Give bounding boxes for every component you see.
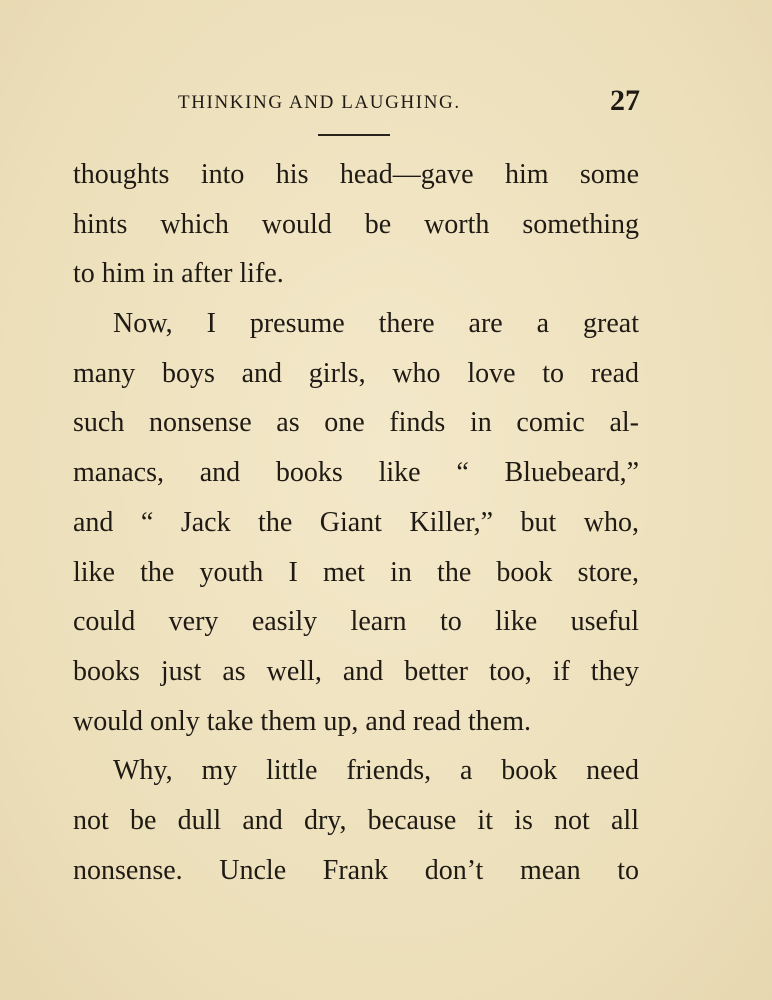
text-line: Now, I presume there are a great [113, 308, 639, 340]
running-title: THINKING AND LAUGHING. [178, 92, 461, 113]
text-line: like the youth I met in the book store, [73, 556, 639, 588]
text-line: could very easily learn to like useful [73, 606, 639, 638]
text-line: to him in after life. [73, 258, 284, 290]
text-line: hints which would be worth something [73, 208, 639, 240]
running-head [178, 84, 640, 120]
header-rule [318, 134, 390, 136]
text-line: Why, my little friends, a book need [113, 755, 639, 787]
text-line: not be dull and dry, because it is not all [73, 804, 639, 836]
page-number: 27 [610, 84, 640, 117]
text-line: thoughts into his head—gave him some [73, 159, 639, 190]
body-text [73, 150, 639, 895]
text-line: and “ Jack the Giant Killer,” but who, [73, 506, 639, 538]
text-line: such nonsense as one finds in comic al- [73, 407, 639, 439]
text-line: nonsense. Uncle Frank don’t mean to [73, 854, 639, 886]
text-line: many boys and girls, who love to read [73, 357, 639, 389]
text-line: books just as well, and better too, if they [73, 655, 639, 687]
text-line: would only take them up, and read them. [73, 705, 531, 737]
text-line: manacs, and books like “ Bluebeard,” [73, 457, 639, 489]
